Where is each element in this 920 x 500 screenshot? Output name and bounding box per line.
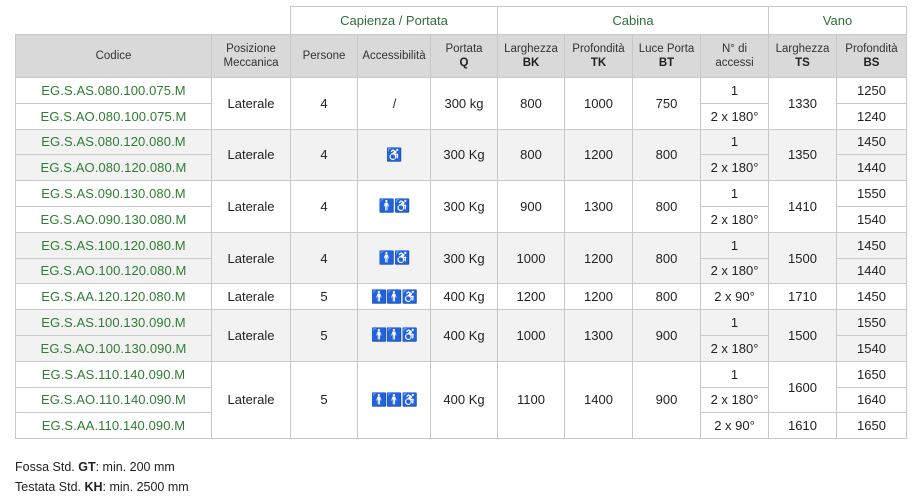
load-cell: 300 Kg: [431, 181, 498, 233]
col-header-load: Portata Q: [431, 35, 498, 78]
bs-cell: 1550: [837, 310, 907, 336]
code-cell: EG.S.AS.080.120.080.M: [16, 129, 212, 155]
tk-cell: 1300: [565, 310, 633, 362]
code-cell: EG.S.AO.100.130.090.M: [16, 335, 212, 361]
group-header-cabin: Cabina: [498, 7, 769, 35]
code-cell: EG.S.AA.120.120.080.M: [16, 284, 212, 310]
bs-cell: 1450: [837, 232, 907, 258]
position-cell: Laterale: [212, 310, 291, 362]
ts-cell: 1500: [769, 232, 837, 284]
bs-cell: 1450: [837, 284, 907, 310]
bs-cell: 1450: [837, 129, 907, 155]
tk-cell: 1200: [565, 129, 633, 181]
position-cell: Laterale: [212, 129, 291, 181]
load-cell: 400 Kg: [431, 284, 498, 310]
bt-cell: 900: [633, 310, 701, 362]
accessibility-icon: ♿: [358, 129, 431, 181]
bs-cell: 1540: [837, 335, 907, 361]
accesses-cell: 2 x 180°: [701, 155, 769, 181]
accesses-cell: 1: [701, 181, 769, 207]
bk-cell: 800: [498, 129, 565, 181]
bt-cell: 750: [633, 78, 701, 130]
table-row: [16, 232, 907, 258]
accesses-cell: 2 x 180°: [701, 103, 769, 129]
accessibility-icon: /: [358, 78, 431, 130]
col-header-code: Codice: [16, 35, 212, 78]
persons-cell: 5: [291, 361, 358, 438]
load-cell: 300 Kg: [431, 129, 498, 181]
load-cell: 300 kg: [431, 78, 498, 130]
accesses-cell: 2 x 180°: [701, 387, 769, 413]
code-cell: EG.S.AS.110.140.090.M: [16, 361, 212, 387]
accesses-cell: 2 x 180°: [701, 206, 769, 232]
bs-cell: 1650: [837, 413, 907, 439]
col-header-accesses: N° di accessi: [701, 35, 769, 78]
bt-cell: 800: [633, 129, 701, 181]
ts-cell: 1500: [769, 310, 837, 362]
position-cell: Laterale: [212, 361, 291, 438]
code-cell: EG.S.AO.080.120.080.M: [16, 155, 212, 181]
table-row: [16, 181, 907, 207]
accesses-cell: 1: [701, 78, 769, 104]
accesses-cell: 1: [701, 232, 769, 258]
bs-cell: 1250: [837, 78, 907, 104]
load-cell: 300 Kg: [431, 232, 498, 284]
bk-cell: 1000: [498, 232, 565, 284]
col-header-persons: Persone: [291, 35, 358, 78]
accesses-cell: 2 x 180°: [701, 335, 769, 361]
accesses-cell: 1: [701, 129, 769, 155]
bt-cell: 800: [633, 181, 701, 233]
ts-cell: 1410: [769, 181, 837, 233]
bs-cell: 1440: [837, 155, 907, 181]
col-header-accessibility: Accessibilità: [358, 35, 431, 78]
bt-cell: 800: [633, 284, 701, 310]
load-cell: 400 Kg: [431, 361, 498, 438]
position-cell: Laterale: [212, 78, 291, 130]
persons-cell: 4: [291, 129, 358, 181]
code-cell: EG.S.AA.110.140.090.M: [16, 413, 212, 439]
persons-cell: 4: [291, 181, 358, 233]
table-row: [16, 310, 907, 336]
accesses-cell: 1: [701, 310, 769, 336]
footnote-headroom: Testata Std. KH: min. 2500 mm: [15, 480, 189, 494]
persons-cell: 5: [291, 284, 358, 310]
group-header-shaft: Vano: [769, 7, 907, 35]
group-header-capacity: Capienza / Portata: [291, 7, 498, 35]
bs-cell: 1650: [837, 361, 907, 387]
load-cell: 400 Kg: [431, 310, 498, 362]
code-cell: EG.S.AS.090.130.080.M: [16, 181, 212, 207]
col-header-depth-tk: Profondità TK: [565, 35, 633, 78]
code-cell: EG.S.AS.100.130.090.M: [16, 310, 212, 336]
accessibility-icon: 🚹🚹♿: [358, 310, 431, 362]
elevator-spec-table: [15, 6, 907, 439]
bs-cell: 1440: [837, 258, 907, 284]
accessibility-icon: 🚹🚹♿: [358, 284, 431, 310]
accesses-cell: 2 x 90°: [701, 284, 769, 310]
code-cell: EG.S.AO.100.120.080.M: [16, 258, 212, 284]
accessibility-icon: 🚹♿: [358, 232, 431, 284]
bs-cell: 1640: [837, 387, 907, 413]
persons-cell: 4: [291, 78, 358, 130]
position-cell: Laterale: [212, 181, 291, 233]
col-header-door-bt: Luce Porta BT: [633, 35, 701, 78]
footnote-pit: Fossa Std. GT: min. 200 mm: [15, 460, 175, 474]
bs-cell: 1550: [837, 181, 907, 207]
col-header-width-ts: Larghezza TS: [769, 35, 837, 78]
col-header-depth-bs: Profondità BS: [837, 35, 907, 78]
accesses-cell: 2 x 90°: [701, 413, 769, 439]
bs-cell: 1240: [837, 103, 907, 129]
bk-cell: 800: [498, 78, 565, 130]
persons-cell: 5: [291, 310, 358, 362]
footnotes: [15, 457, 189, 497]
table-row: [16, 129, 907, 155]
bt-cell: 900: [633, 361, 701, 438]
tk-cell: 1200: [565, 232, 633, 284]
accessibility-icon: 🚹🚹♿: [358, 361, 431, 438]
ts-cell: 1710: [769, 284, 837, 310]
ts-cell: 1600: [769, 361, 837, 413]
position-cell: Laterale: [212, 284, 291, 310]
bk-cell: 1100: [498, 361, 565, 438]
code-cell: EG.S.AO.110.140.090.M: [16, 387, 212, 413]
bk-cell: 1000: [498, 310, 565, 362]
bt-cell: 800: [633, 232, 701, 284]
accessibility-icon: 🚹♿: [358, 181, 431, 233]
table-row: [16, 284, 907, 310]
ts-cell: 1350: [769, 129, 837, 181]
code-cell: EG.S.AS.100.120.080.M: [16, 232, 212, 258]
tk-cell: 1200: [565, 284, 633, 310]
bs-cell: 1540: [837, 206, 907, 232]
tk-cell: 1400: [565, 361, 633, 438]
col-header-width-bk: Larghezza BK: [498, 35, 565, 78]
code-cell: EG.S.AO.090.130.080.M: [16, 206, 212, 232]
table-row: [16, 361, 907, 387]
code-cell: EG.S.AO.080.100.075.M: [16, 103, 212, 129]
col-header-position: Posizione Meccanica: [212, 35, 291, 78]
bk-cell: 1200: [498, 284, 565, 310]
persons-cell: 4: [291, 232, 358, 284]
tk-cell: 1000: [565, 78, 633, 130]
position-cell: Laterale: [212, 232, 291, 284]
ts-cell: 1610: [769, 413, 837, 439]
table-row: [16, 78, 907, 104]
tk-cell: 1300: [565, 181, 633, 233]
accesses-cell: 1: [701, 361, 769, 387]
bk-cell: 900: [498, 181, 565, 233]
accesses-cell: 2 x 180°: [701, 258, 769, 284]
code-cell: EG.S.AS.080.100.075.M: [16, 78, 212, 104]
ts-cell: 1330: [769, 78, 837, 130]
